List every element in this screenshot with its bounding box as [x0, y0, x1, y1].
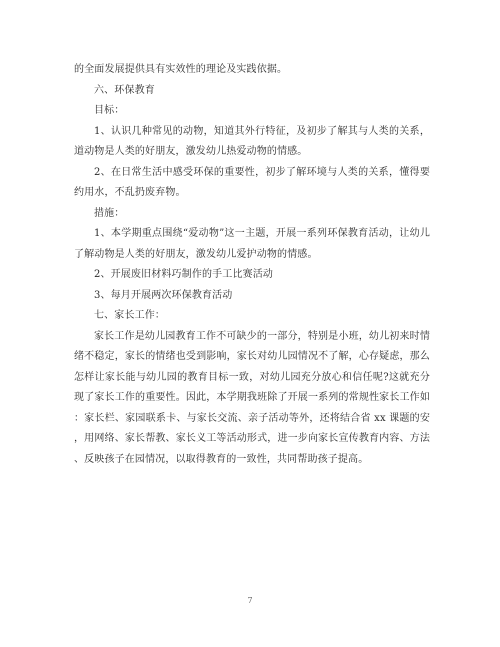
document-body [74, 60, 430, 470]
paragraph-line: 3、每月开展两次环保教育活动 [94, 289, 233, 301]
page-number: 7 [247, 596, 253, 605]
paragraph-line: 道动物是人类的好朋友，激发幼儿热爱动物的情感。 [74, 146, 308, 157]
paragraph-line: 措施： [94, 207, 125, 219]
paragraph-line: 1、认识几种常见的动物，知道其外行特征，及初步了解其与人类的关系， [94, 125, 430, 137]
paragraph-line: 约用水，不乱扔废弃物。 [74, 187, 186, 198]
paragraph-line: 六、环保教育 [94, 84, 155, 96]
paragraph-line: 目标： [94, 105, 125, 116]
paragraph-line: 了解动物是人类的好朋友，激发幼儿爱护动物的情感。 [74, 248, 318, 260]
paragraph-line: 绪不稳定，家长的情绪也受到影响，家长对幼儿园情况不了解，心存疑虑，那么 [74, 351, 430, 362]
paragraph-line: 家长工作是幼儿园教育工作不可缺少的一部分，特别是小班，幼儿初来时情 [94, 330, 430, 342]
paragraph-line: 怎样让家长能与幼儿园的教育目标一致，对幼儿园充分放心和信任呢?这就充分 [74, 371, 430, 383]
paragraph-line: 2、在日常生活中感受环保的重要性，初步了解环境与人类的关系，懂得要 [94, 166, 430, 178]
paragraph-line: 、反映孩子在园情况，以取得教育的一致性，共同帮助孩子提高。 [74, 453, 369, 465]
paragraph-line: ，用网络、家长帮教、家长义工等活动形式，进一步向家长宣传教育内容、方法 [74, 433, 430, 444]
paragraph-line: 的全面发展提供具有实效性的理论及实践依据。 [74, 64, 288, 75]
paragraph-line: 1、本学期重点围绕“爱动物”这一主题，开展一系列环保教育活动，让幼儿 [94, 228, 430, 239]
paragraph-line: 2、开展废旧材料巧制作的手工比赛活动 [94, 269, 274, 280]
paragraph-line: 七、家长工作： [94, 310, 166, 321]
paragraph-line: ：家长栏、家园联系卡、与家长交流、亲子活动等外，还将结合省 xx 课题的安 [74, 412, 430, 424]
paragraph-line: 现了家长工作的重要性。因此，本学期我班除了开展一系列的常规性家长工作如 [74, 392, 430, 403]
